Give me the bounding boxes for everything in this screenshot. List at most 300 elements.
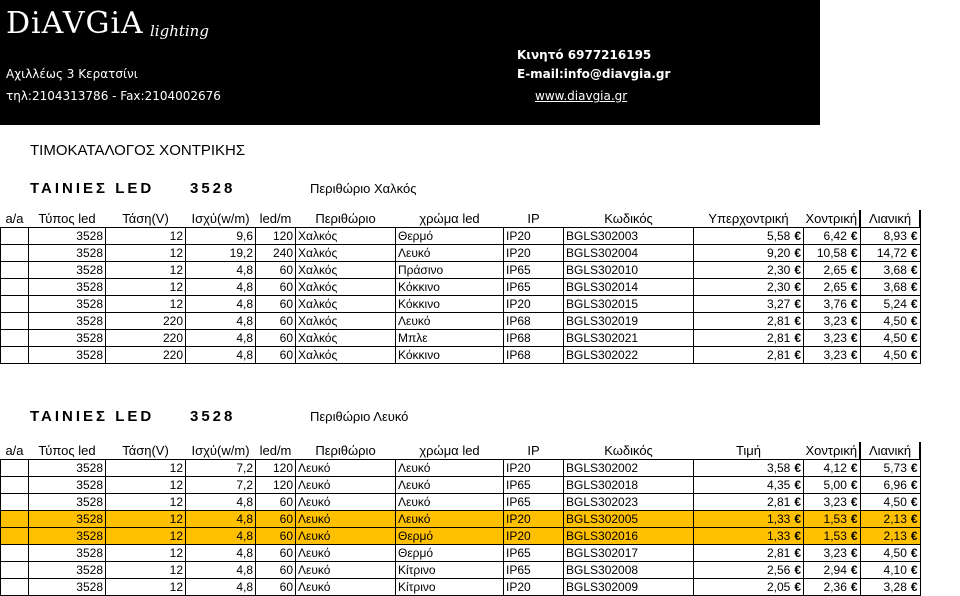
section-number: 3528 <box>190 180 236 197</box>
table-cell: IP20 <box>504 528 564 545</box>
table-cell: BGLS302022 <box>564 347 694 364</box>
table-cell: 4,8 <box>186 494 256 511</box>
table-row <box>1 347 921 364</box>
table-cell: Χαλκός <box>296 296 396 313</box>
table-cell <box>860 545 920 562</box>
company-logo: DiAVGiA <box>6 6 144 41</box>
euro-icon: € <box>850 331 858 345</box>
column-header: IP <box>527 443 540 458</box>
table-header-row <box>1 442 921 460</box>
euro-icon: € <box>794 495 801 509</box>
table-cell: 60 <box>256 562 296 579</box>
table-cell: 3528 <box>29 511 106 528</box>
table-cell: 3528 <box>29 460 106 477</box>
price-value: 2,13 <box>883 529 907 543</box>
table-cell: 12 <box>106 460 186 477</box>
table-cell <box>1 262 29 279</box>
section-number: 3528 <box>190 408 236 425</box>
euro-icon: € <box>910 461 918 475</box>
price-value: 2,81 <box>766 314 791 328</box>
table-cell: 60 <box>256 511 296 528</box>
table-cell: BGLS302008 <box>564 562 694 579</box>
euro-icon: € <box>850 297 858 311</box>
table-cell: 3528 <box>29 347 106 364</box>
column-header: Τύπος led <box>38 443 96 458</box>
table-cell: 7,2 <box>186 477 256 494</box>
euro-icon: € <box>850 512 858 526</box>
price-value: 4,50 <box>883 546 907 560</box>
euro-icon: € <box>794 246 801 260</box>
table-cell: BGLS302014 <box>564 279 694 296</box>
table-cell: 12 <box>106 528 186 545</box>
table-cell <box>860 279 920 296</box>
table-cell: 4,8 <box>186 579 256 596</box>
table-row <box>1 511 921 528</box>
logo-subtitle: lighting <box>150 22 209 40</box>
euro-icon: € <box>850 529 858 543</box>
price-value: 2,30 <box>766 263 791 277</box>
euro-icon: € <box>794 580 801 594</box>
table-cell: Λευκό <box>296 562 396 579</box>
table-cell <box>804 228 861 245</box>
price-value: 10,58 <box>816 246 847 260</box>
table-cell <box>1 494 29 511</box>
table-cell <box>1 228 29 245</box>
table-cell: 12 <box>106 477 186 494</box>
table-row <box>1 262 921 279</box>
table-cell <box>860 313 920 330</box>
table-cell: Κόκκινο <box>396 279 504 296</box>
table-cell: Λευκό <box>396 511 504 528</box>
price-value: 4,50 <box>883 348 907 362</box>
price-value: 5,00 <box>823 478 847 492</box>
table-cell: 3528 <box>29 245 106 262</box>
table-cell: Χαλκός <box>296 330 396 347</box>
price-value: 4,12 <box>823 461 847 475</box>
price-value: 2,81 <box>766 331 791 345</box>
table-row <box>1 579 921 596</box>
table-cell: 12 <box>106 545 186 562</box>
table-cell: 3528 <box>29 228 106 245</box>
table-cell: Λευκό <box>296 528 396 545</box>
euro-icon: € <box>794 229 801 243</box>
table-cell <box>694 330 804 347</box>
company-website-link[interactable]: www.diavgia.gr <box>535 89 628 103</box>
euro-icon: € <box>850 580 858 594</box>
euro-icon: € <box>794 563 801 577</box>
column-header: Κωδικός <box>604 443 653 458</box>
column-header: Τύπος led <box>38 211 96 226</box>
table-cell <box>694 545 804 562</box>
table-cell: 60 <box>256 494 296 511</box>
euro-icon: € <box>850 280 858 294</box>
table-cell: Κόκκινο <box>396 347 504 364</box>
table-cell <box>860 347 920 364</box>
table-cell: BGLS302015 <box>564 296 694 313</box>
euro-icon: € <box>850 263 858 277</box>
euro-icon: € <box>910 246 918 260</box>
euro-icon: € <box>794 331 801 345</box>
table-row <box>1 296 921 313</box>
table-row <box>1 460 921 477</box>
table-cell: 4,8 <box>186 528 256 545</box>
table-cell: Θερμό <box>396 228 504 245</box>
column-header: led/m <box>259 211 292 226</box>
section-title: ΤΑΙΝΙΕΣ LED <box>30 408 155 425</box>
table-cell <box>804 296 861 313</box>
price-value: 9,20 <box>766 246 791 260</box>
column-header: Χοντρική <box>804 210 861 228</box>
table-cell: 3528 <box>29 528 106 545</box>
column-header: Κωδικός <box>604 211 653 226</box>
table-cell: IP20 <box>504 296 564 313</box>
table-cell: 60 <box>256 262 296 279</box>
table-cell: 9,6 <box>186 228 256 245</box>
table-cell: 4,8 <box>186 347 256 364</box>
euro-icon: € <box>850 229 858 243</box>
euro-icon: € <box>910 331 918 345</box>
euro-icon: € <box>794 529 801 543</box>
table-cell <box>1 511 29 528</box>
price-value: 2,94 <box>823 563 847 577</box>
table-cell <box>694 296 804 313</box>
price-value: 6,96 <box>883 478 907 492</box>
euro-icon: € <box>850 495 858 509</box>
column-header: Περιθώριο <box>315 443 376 458</box>
table-cell: Χαλκός <box>296 347 396 364</box>
section-subtitle: Περιθώριο Λευκό <box>310 409 409 424</box>
table-cell: IP20 <box>504 460 564 477</box>
table-cell: IP20 <box>504 579 564 596</box>
price-value: 2,81 <box>766 546 791 560</box>
price-value: 2,81 <box>766 495 791 509</box>
table-cell: Κόκκινο <box>396 296 504 313</box>
price-value: 3,68 <box>883 263 907 277</box>
euro-icon: € <box>910 280 918 294</box>
price-value: 4,10 <box>883 563 907 577</box>
table-cell <box>804 279 861 296</box>
column-header: χρώμα led <box>419 211 480 226</box>
table-cell: Λευκό <box>296 545 396 562</box>
euro-icon: € <box>850 348 858 362</box>
table-cell: 220 <box>106 313 186 330</box>
table-cell: Θερμό <box>396 545 504 562</box>
price-value: 2,05 <box>766 580 791 594</box>
table-cell <box>1 579 29 596</box>
table-cell <box>860 262 920 279</box>
table-cell <box>694 313 804 330</box>
table-cell: Λευκό <box>396 477 504 494</box>
price-value: 3,68 <box>883 280 907 294</box>
table-cell <box>694 262 804 279</box>
table-cell <box>804 460 861 477</box>
table-cell: 19,2 <box>186 245 256 262</box>
table-cell: 3528 <box>29 313 106 330</box>
euro-icon: € <box>850 246 858 260</box>
table-cell: 12 <box>106 494 186 511</box>
table-cell: Κίτρινο <box>396 562 504 579</box>
column-header: a/a <box>5 443 24 458</box>
column-header: Λιανική <box>860 442 920 460</box>
price-value: 3,23 <box>823 314 847 328</box>
table-cell <box>860 477 920 494</box>
price-value: 2,36 <box>823 580 847 594</box>
euro-icon: € <box>850 546 858 560</box>
table-cell: 60 <box>256 296 296 313</box>
table-row <box>1 313 921 330</box>
table-cell <box>694 528 804 545</box>
price-value: 5,58 <box>766 229 791 243</box>
table-cell: IP68 <box>504 330 564 347</box>
table-cell <box>860 330 920 347</box>
price-value: 1,33 <box>766 529 791 543</box>
table-cell <box>804 313 861 330</box>
column-header: Χοντρική <box>804 442 861 460</box>
table-cell: 3528 <box>29 330 106 347</box>
euro-icon: € <box>794 263 801 277</box>
table-cell: 220 <box>106 347 186 364</box>
section-title: ΤΑΙΝΙΕΣ LED <box>30 180 155 197</box>
table-cell: IP65 <box>504 562 564 579</box>
table-cell: Χαλκός <box>296 245 396 262</box>
table-cell: 220 <box>106 330 186 347</box>
table-cell: BGLS302019 <box>564 313 694 330</box>
table-cell: 12 <box>106 562 186 579</box>
euro-icon: € <box>910 495 918 509</box>
table-cell: 60 <box>256 313 296 330</box>
price-value: 8,93 <box>883 229 907 243</box>
table-cell: IP65 <box>504 262 564 279</box>
table-cell: 12 <box>106 579 186 596</box>
table-cell: IP65 <box>504 494 564 511</box>
table-cell <box>1 313 29 330</box>
table-cell: Λευκό <box>296 477 396 494</box>
price-value: 1,53 <box>823 529 847 543</box>
table-cell: IP68 <box>504 313 564 330</box>
table-cell: Λευκό <box>396 460 504 477</box>
price-value: 2,56 <box>766 563 791 577</box>
table-cell: BGLS302021 <box>564 330 694 347</box>
table-cell: BGLS302004 <box>564 245 694 262</box>
euro-icon: € <box>910 478 918 492</box>
euro-icon: € <box>910 546 918 560</box>
column-header: Τάση(V) <box>122 443 169 458</box>
table-row <box>1 228 921 245</box>
column-header: Τιμή <box>735 443 762 458</box>
table-cell: Χαλκός <box>296 262 396 279</box>
table-row <box>1 528 921 545</box>
table-cell <box>1 562 29 579</box>
table-cell <box>694 347 804 364</box>
table-cell: BGLS302003 <box>564 228 694 245</box>
table-cell <box>694 511 804 528</box>
table-cell <box>1 347 29 364</box>
table-cell <box>860 494 920 511</box>
euro-icon: € <box>910 314 918 328</box>
table-cell: 4,8 <box>186 330 256 347</box>
column-header: led/m <box>259 443 292 458</box>
table-cell: 4,8 <box>186 313 256 330</box>
price-value: 1,53 <box>823 512 847 526</box>
column-header: Υπερχοντρική <box>708 211 789 226</box>
table-cell <box>860 245 920 262</box>
column-header: Τάση(V) <box>122 211 169 226</box>
table-cell <box>860 579 920 596</box>
price-value: 2,13 <box>883 512 907 526</box>
euro-icon: € <box>850 461 858 475</box>
table-cell <box>860 511 920 528</box>
price-value: 3,23 <box>823 495 847 509</box>
table-cell: Λευκό <box>396 494 504 511</box>
table-cell: IP68 <box>504 347 564 364</box>
price-value: 5,24 <box>883 297 907 311</box>
table-cell: 3528 <box>29 579 106 596</box>
table-cell: Λευκό <box>396 313 504 330</box>
table-cell: BGLS302010 <box>564 262 694 279</box>
table-cell: Λευκό <box>296 579 396 596</box>
table-cell: 3528 <box>29 262 106 279</box>
table-cell <box>804 347 861 364</box>
table-cell: 60 <box>256 279 296 296</box>
table-cell <box>1 545 29 562</box>
table-cell <box>1 477 29 494</box>
euro-icon: € <box>910 229 918 243</box>
table-row <box>1 562 921 579</box>
table-cell <box>804 528 861 545</box>
euro-icon: € <box>850 314 858 328</box>
company-mobile: Κινητό 6977216195 <box>517 48 652 62</box>
table-cell <box>804 330 861 347</box>
price-value: 2,30 <box>766 280 791 294</box>
price-value: 4,35 <box>766 478 791 492</box>
table-cell: Χαλκός <box>296 279 396 296</box>
price-value: 14,72 <box>876 246 907 260</box>
table-cell <box>694 477 804 494</box>
table-cell: BGLS302002 <box>564 460 694 477</box>
column-header: IP <box>527 211 540 226</box>
table-row <box>1 330 921 347</box>
price-value: 3,76 <box>823 297 847 311</box>
table-cell <box>694 460 804 477</box>
table-cell: 4,8 <box>186 545 256 562</box>
table-cell: BGLS302016 <box>564 528 694 545</box>
table-cell: Χαλκός <box>296 313 396 330</box>
table-cell: 7,2 <box>186 460 256 477</box>
price-value: 3,23 <box>823 546 847 560</box>
euro-icon: € <box>910 348 918 362</box>
table-cell: Λευκό <box>296 494 396 511</box>
euro-icon: € <box>850 563 858 577</box>
table-cell: 60 <box>256 545 296 562</box>
company-address: Αχιλλέως 3 Κερατσίνι <box>6 67 138 81</box>
table-cell: IP20 <box>504 511 564 528</box>
table-cell: 12 <box>106 228 186 245</box>
table-cell: IP65 <box>504 545 564 562</box>
price-value: 6,42 <box>823 229 847 243</box>
table-cell: IP20 <box>504 228 564 245</box>
price-value: 3,23 <box>823 331 847 345</box>
column-header: Ισχύ(w/m) <box>191 443 250 458</box>
table-cell <box>694 579 804 596</box>
price-value: 1,33 <box>766 512 791 526</box>
table-cell <box>860 296 920 313</box>
table-cell: BGLS302017 <box>564 545 694 562</box>
table-cell: 120 <box>256 477 296 494</box>
column-header: χρώμα led <box>419 443 480 458</box>
table-cell <box>804 245 861 262</box>
table-cell: 12 <box>106 296 186 313</box>
euro-icon: € <box>794 297 801 311</box>
table-cell <box>1 460 29 477</box>
euro-icon: € <box>794 461 801 475</box>
company-email[interactable]: E-mail:info@diavgia.gr <box>517 67 671 81</box>
euro-icon: € <box>910 297 918 311</box>
table-cell: Πράσινο <box>396 262 504 279</box>
table-cell: 60 <box>256 579 296 596</box>
price-table-copper <box>0 210 921 364</box>
table-cell: Λευκό <box>296 511 396 528</box>
table-cell: BGLS302018 <box>564 477 694 494</box>
price-value: 3,23 <box>823 348 847 362</box>
table-cell <box>694 228 804 245</box>
table-cell <box>860 228 920 245</box>
table-cell: 4,8 <box>186 262 256 279</box>
table-cell <box>804 579 861 596</box>
table-row <box>1 545 921 562</box>
table-cell <box>804 262 861 279</box>
price-value: 3,58 <box>766 461 791 475</box>
table-cell: 12 <box>106 279 186 296</box>
table-header-row <box>1 210 921 228</box>
table-cell: Θερμό <box>396 528 504 545</box>
section-subtitle: Περιθώριο Χαλκός <box>310 181 417 196</box>
column-header: Λιανική <box>860 210 920 228</box>
table-cell: IP20 <box>504 245 564 262</box>
table-cell: 3528 <box>29 562 106 579</box>
table-cell <box>860 460 920 477</box>
euro-icon: € <box>910 563 918 577</box>
table-cell: 120 <box>256 460 296 477</box>
table-cell: 3528 <box>29 545 106 562</box>
table-cell: 12 <box>106 262 186 279</box>
table-cell: 4,8 <box>186 511 256 528</box>
column-header: Περιθώριο <box>315 211 376 226</box>
table-cell: 240 <box>256 245 296 262</box>
table-cell: 60 <box>256 528 296 545</box>
table-cell: 60 <box>256 347 296 364</box>
company-header <box>0 0 820 125</box>
table-cell: BGLS302009 <box>564 579 694 596</box>
table-cell <box>694 245 804 262</box>
euro-icon: € <box>910 529 918 543</box>
table-cell: IP65 <box>504 279 564 296</box>
table-cell <box>804 545 861 562</box>
table-cell <box>1 279 29 296</box>
price-value: 4,50 <box>883 495 907 509</box>
table-cell <box>694 562 804 579</box>
euro-icon: € <box>794 512 801 526</box>
table-cell: Λευκό <box>296 460 396 477</box>
price-table-white <box>0 442 921 596</box>
table-cell <box>1 245 29 262</box>
table-cell: 3528 <box>29 494 106 511</box>
table-cell <box>1 296 29 313</box>
table-cell: IP65 <box>504 477 564 494</box>
euro-icon: € <box>794 348 801 362</box>
price-value: 3,27 <box>766 297 791 311</box>
table-cell: 3528 <box>29 279 106 296</box>
table-cell <box>694 279 804 296</box>
